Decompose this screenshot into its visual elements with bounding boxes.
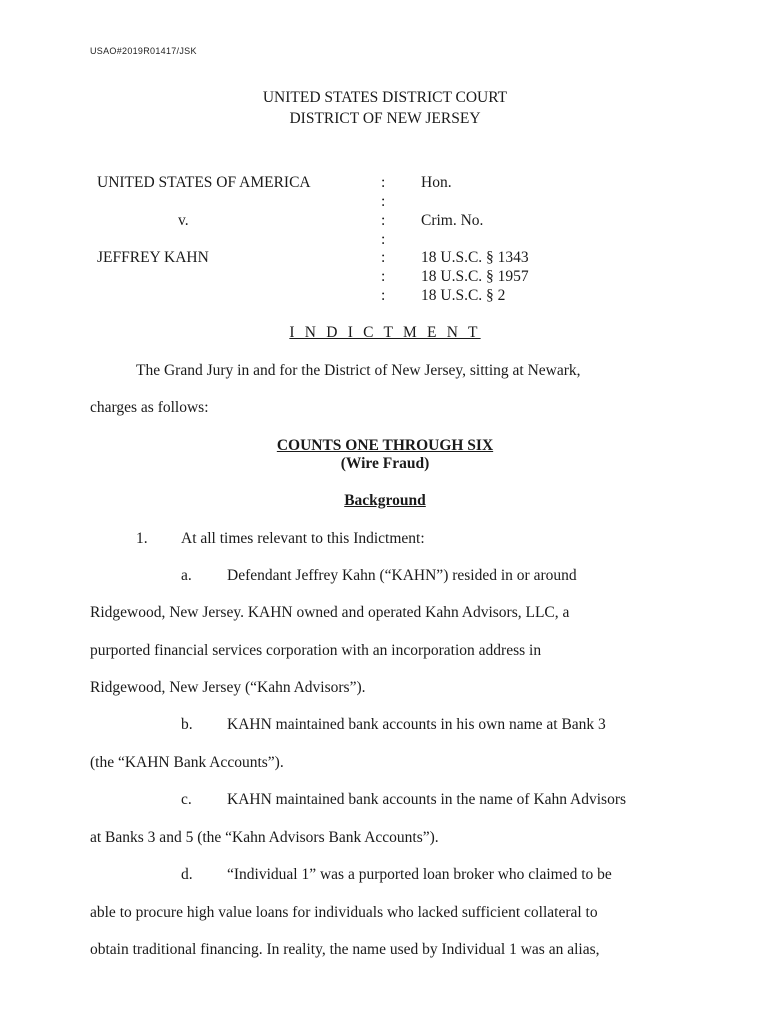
counts-subheading: (Wire Fraud) xyxy=(340,455,430,472)
item-label: c. xyxy=(181,791,192,808)
statute-citation: 18 U.S.C. § 1343 xyxy=(421,249,529,266)
plaintiff-name: UNITED STATES OF AMERICA xyxy=(97,174,311,191)
caption-separator: : xyxy=(381,212,386,229)
defendant-name: JEFFREY KAHN xyxy=(97,249,209,266)
caption-separator: : xyxy=(381,249,386,266)
caption-separator: : xyxy=(381,268,386,285)
counts-heading: COUNTS ONE THROUGH SIX xyxy=(276,437,494,454)
item-text-line: Ridgewood, New Jersey. KAHN owned and operated Kahn Advisors, LLC, a xyxy=(90,604,570,621)
item-label: b. xyxy=(181,716,193,733)
intro-line: charges as follows: xyxy=(90,399,209,416)
judge-field: Hon. xyxy=(421,174,452,191)
statute-citation: 18 U.S.C. § 1957 xyxy=(421,268,529,285)
court-district: DISTRICT OF NEW JERSEY xyxy=(289,110,481,127)
document-title: I N D I C T M E N T xyxy=(289,324,481,341)
item-text-line: obtain traditional financing. In reality, the name used by Individual 1 was an alias, xyxy=(90,941,600,958)
item-text-line: able to procure high value loans for individuals who lacked sufficient collateral to xyxy=(90,904,598,921)
caption-separator: : xyxy=(381,287,386,304)
caption-separator: : xyxy=(381,231,386,248)
item-text-line: at Banks 3 and 5 (the “Kahn Advisors Bank Accounts”). xyxy=(90,829,439,846)
versus: v. xyxy=(178,212,189,229)
item-text-line: KAHN maintained bank accounts in his own name at Bank 3 xyxy=(227,716,606,733)
statute-citation: 18 U.S.C. § 2 xyxy=(421,287,506,304)
item-text-line: “Individual 1” was a purported loan broker who claimed to be xyxy=(227,866,612,883)
item-text-line: Ridgewood, New Jersey (“Kahn Advisors”). xyxy=(90,679,366,696)
item-text-line: purported financial services corporation with an incorporation address in xyxy=(90,642,542,659)
section-heading: Background xyxy=(344,492,426,509)
item-text-line: (the “KAHN Bank Accounts”). xyxy=(90,754,284,771)
item-label: d. xyxy=(181,866,193,883)
caption-separator: : xyxy=(381,174,386,191)
document-id: USAO#2019R01417/JSK xyxy=(90,46,197,56)
item-label: a. xyxy=(181,567,192,584)
court-name: UNITED STATES DISTRICT COURT xyxy=(262,89,508,106)
paragraph-number: 1. xyxy=(136,530,148,547)
intro-line: The Grand Jury in and for the District of New Jersey, sitting at Newark, xyxy=(136,362,581,379)
paragraph-text: At all times relevant to this Indictment: xyxy=(181,530,425,547)
item-text-line: Defendant Jeffrey Kahn (“KAHN”) resided in or around xyxy=(227,567,577,584)
case-number-field: Crim. No. xyxy=(421,212,484,229)
caption-separator: : xyxy=(381,193,386,210)
item-text-line: KAHN maintained bank accounts in the name of Kahn Advisors xyxy=(227,791,627,808)
